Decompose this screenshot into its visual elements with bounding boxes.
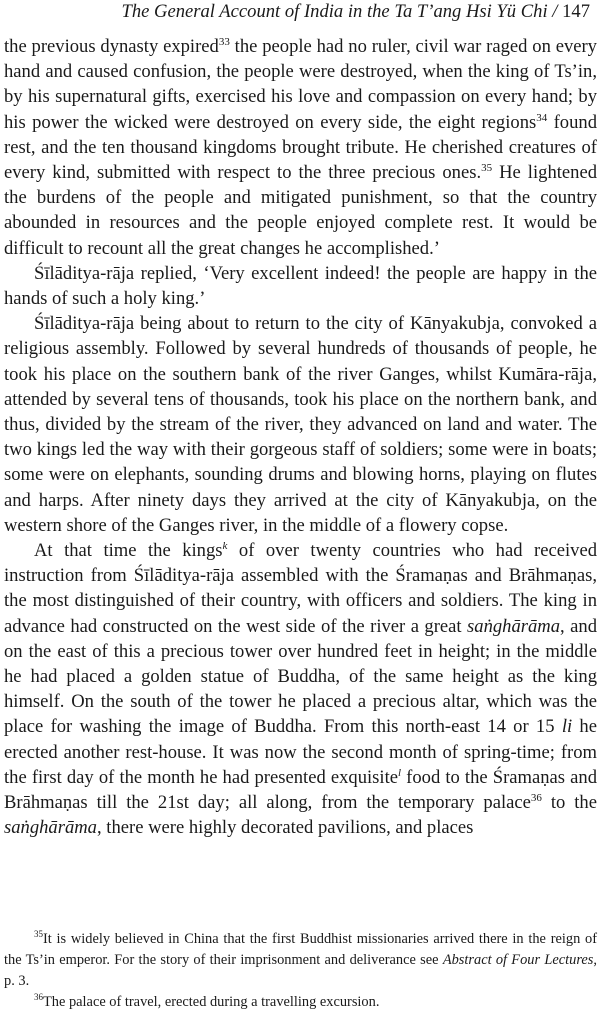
text-run: Śīlāditya-rāja replied, ‘Very excellent indeed! the people are happy in the hands of such a holy king.’ (4, 262, 597, 310)
footnote-reference: 34 (536, 111, 548, 124)
running-head (10, 0, 590, 24)
body-text (4, 34, 597, 841)
footnote (4, 929, 597, 992)
text-run: of over twenty countries who had received instruction from Śīlāditya-rāja assembled with the Śramaṇas and Brāhmaṇas, the most distinguished of their country, with officers and soldiers. The king in advance had constructed on the west side of the river a great (4, 540, 597, 637)
italic-text: Abstract of Four Lectures (442, 952, 594, 968)
italic-text: li (561, 716, 573, 738)
text-run: the previous dynasty expired (4, 36, 219, 57)
text-run: food to the Śramaṇas and Brāhmaṇas till the 21st day; all along, from the temporary palace (4, 766, 598, 814)
footnote-reference: 35 (481, 161, 493, 174)
footnote-number: 36 (34, 992, 43, 1003)
italic-text: saṅghārāma (4, 817, 97, 839)
text-run: Śīlāditya-rāja being about to return to the city of Kānyakubja, convoked a religious assembly. Followed by several hundreds of thousands of people, he took his place on the southern bank of the river Ganges, whilst Kumāra-rāja, attended by several tens of thousands, took his place on the northern bank, and thus, divided by the stream of the river, they advanced on land and water. The two kings led the way with their gorgeous staff of soldiers; some were in boats; some were on elephants, sounding drums and blowing horns, playing on flutes and harps. After ninety days they arrived at the city of Kānyakubja, on the western shore of the Ganges river, in the middle of a flowery copse. (4, 313, 597, 536)
running-head-separator: / (552, 1, 558, 22)
text-run: It is widely believed in China that the first Buddhist missionaries arrived there in the reign of the Ts’in emperor. For the story of their imprisonment and deliverance see (4, 931, 597, 968)
page-number: 147 (562, 1, 590, 22)
footnote-reference: 33 (218, 35, 230, 48)
text-run: , p. 3. (4, 952, 597, 989)
text-run: , there were highly decorated pavilions, and places (96, 817, 474, 839)
text-run: he erected another rest-house. It was now the second month of spring-time; from the first day of the month he had presented exquisite (4, 716, 597, 788)
footnotes (4, 929, 597, 1013)
text-run: , and on the east of this a precious tower over hundred feet in height; in the middle he had placed a golden statue of Buddha, of the same height as the king himself. On the south of the tower he placed a precious altar, which was the place for washing the image of Buddha. From this north-east 14 or 15 (4, 615, 597, 738)
footnote-reference: l (398, 766, 402, 779)
text-run: The palace of travel, erected during a travelling excursion. (43, 994, 380, 1010)
text-run: the people had no ruler, civil war raged on every hand and caused confusion, the people were destroyed, when the king of Ts’in, by his supernatural gifts, exercised his love and compassion on every hand; by his power the wicked were destroyed on every side, the eight regions (4, 36, 597, 133)
text-run: He lightened the burdens of the people and mitigated punishment, so that the country abounded in resources and the people enjoyed complete rest. It would be difficult to recount all the great changes he accomplished.’ (4, 162, 598, 259)
paragraph (4, 261, 597, 311)
text-run: found rest, and the ten thousand kingdoms brought tribute. He cherished creatures of every kind, submitted with respect to the three precious ones. (4, 111, 597, 184)
paragraph (4, 34, 597, 261)
text-run: At that time the kings (34, 540, 223, 562)
running-head-title: The General Account of India in the Ta T’ang Hsi Yü Chi (121, 1, 548, 22)
footnote-number: 35 (34, 929, 43, 940)
italic-text: saṅghārāma (467, 615, 561, 637)
paragraph (4, 311, 597, 538)
footnote (4, 992, 597, 1013)
footnote-reference: 36 (530, 791, 542, 804)
footnote-reference: k (222, 539, 228, 552)
paragraph (4, 538, 597, 840)
text-run: to the (541, 792, 597, 814)
